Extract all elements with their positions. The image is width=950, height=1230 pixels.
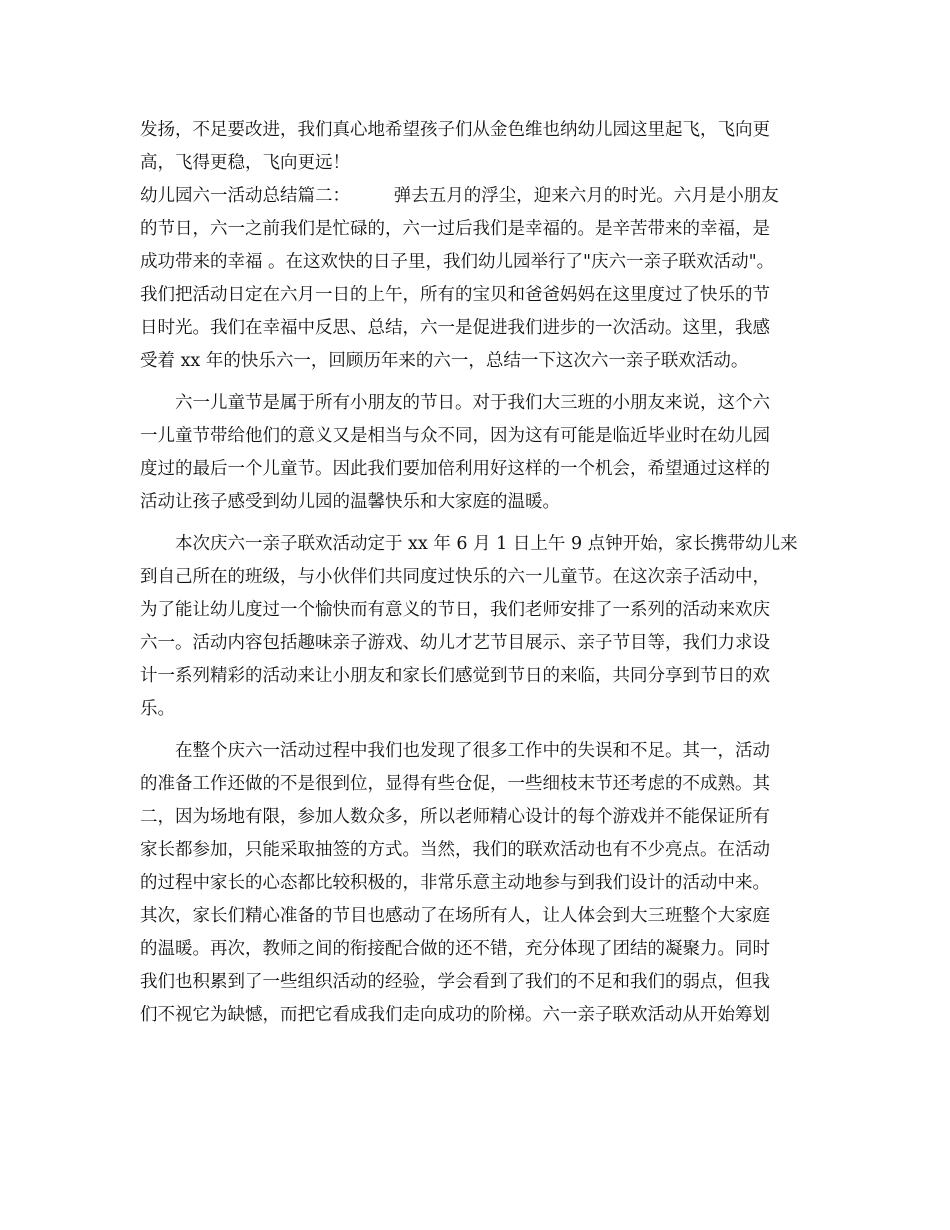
text-line: 二，因为场地有限，参加人数众多，所以老师精心设计的每个游戏并不能保证所有 <box>140 807 770 827</box>
text-line: 度过的最后一个儿童节。因此我们要加倍利用好这样的一个机会，希望通过这样的 <box>140 459 770 479</box>
text-line: 乐。 <box>140 699 175 719</box>
text-line: 计一系列精彩的活动来让小朋友和家长们感觉到节日的来临，共同分享到节日的欢 <box>140 666 770 686</box>
text-line: 高，飞得更稳，飞向更远！ <box>140 153 350 173</box>
text-line: 为了能让幼儿度过一个愉快而有意义的节日，我们老师安排了一系列的活动来欢庆 <box>140 600 770 620</box>
text-line: 日时光。我们在幸福中反思、总结，六一是促进我们进步的一次活动。这里，我感 <box>140 318 770 338</box>
text-line: 一儿童节带给他们的意义又是相当与众不同，因为这有可能是临近毕业时在幼儿园 <box>140 426 770 446</box>
paragraph-first-line: 六一儿童节是属于所有小朋友的节日。对于我们大三班的小朋友来说，这个六 <box>175 393 770 413</box>
text-line: 我们也积累到了一些组织活动的经验，学会看到了我们的不足和我们的弱点，但我 <box>140 972 770 992</box>
text-line: 受着 xx 年的快乐六一，回顾历年来的六一，总结一下这次六一亲子联欢活动。 <box>140 351 749 371</box>
paragraph-first-line: 在整个庆六一活动过程中我们也发现了很多工作中的失误和不足。其一，活动 <box>175 741 770 761</box>
text-line: 六一。活动内容包括趣味亲子游戏、幼儿才艺节目展示、亲子节目等，我们力求设 <box>140 633 770 653</box>
text-line: 的节日，六一之前我们是忙碌的，六一过后我们是幸福的。是辛苦带来的幸福，是 <box>140 219 770 239</box>
section-heading-line: 幼儿园六一活动总结篇二： 弹去五月的浮尘，迎来六月的时光。六月是小朋友 <box>140 186 779 206</box>
text-line: 的过程中家长的心态都比较积极的，非常乐意主动地参与到我们设计的活动中来。 <box>140 873 770 893</box>
text-line: 我们把活动日定在六月一日的上午，所有的宝贝和爸爸妈妈在这里度过了快乐的节 <box>140 285 770 305</box>
text-line: 家长都参加，只能采取抽签的方式。当然，我们的联欢活动也有不少亮点。在活动 <box>140 840 770 860</box>
text-line: 们不视它为缺憾，而把它看成我们走向成功的阶梯。六一亲子联欢活动从开始筹划 <box>140 1005 770 1025</box>
text-line: 发扬，不足要改进，我们真心地希望孩子们从金色维也纳幼儿园这里起飞，飞向更 <box>140 120 770 140</box>
text-line: 活动让孩子感受到幼儿园的温馨快乐和大家庭的温暖。 <box>140 492 560 512</box>
paragraph-first-line: 本次庆六一亲子联欢活动定于 xx 年 6 月 1 日上午 9 点钟开始，家长携带幼儿来 <box>175 534 798 554</box>
text-line: 成功带来的幸福 。在这欢快的日子里，我们幼儿园举行了"庆六一亲子联欢活动"。 <box>140 252 775 272</box>
text-line: 的准备工作还做的不是很到位，显得有些仓促，一些细枝末节还考虑的不成熟。其 <box>140 774 770 794</box>
text-line: 到自己所在的班级，与小伙伴们共同度过快乐的六一儿童节。在这次亲子活动中， <box>140 567 770 587</box>
text-line: 其次，家长们精心准备的节目也感动了在场所有人，让人体会到大三班整个大家庭 <box>140 906 770 926</box>
text-line: 的温暖。再次，教师之间的衔接配合做的还不错，充分体现了团结的凝聚力。同时 <box>140 939 770 959</box>
